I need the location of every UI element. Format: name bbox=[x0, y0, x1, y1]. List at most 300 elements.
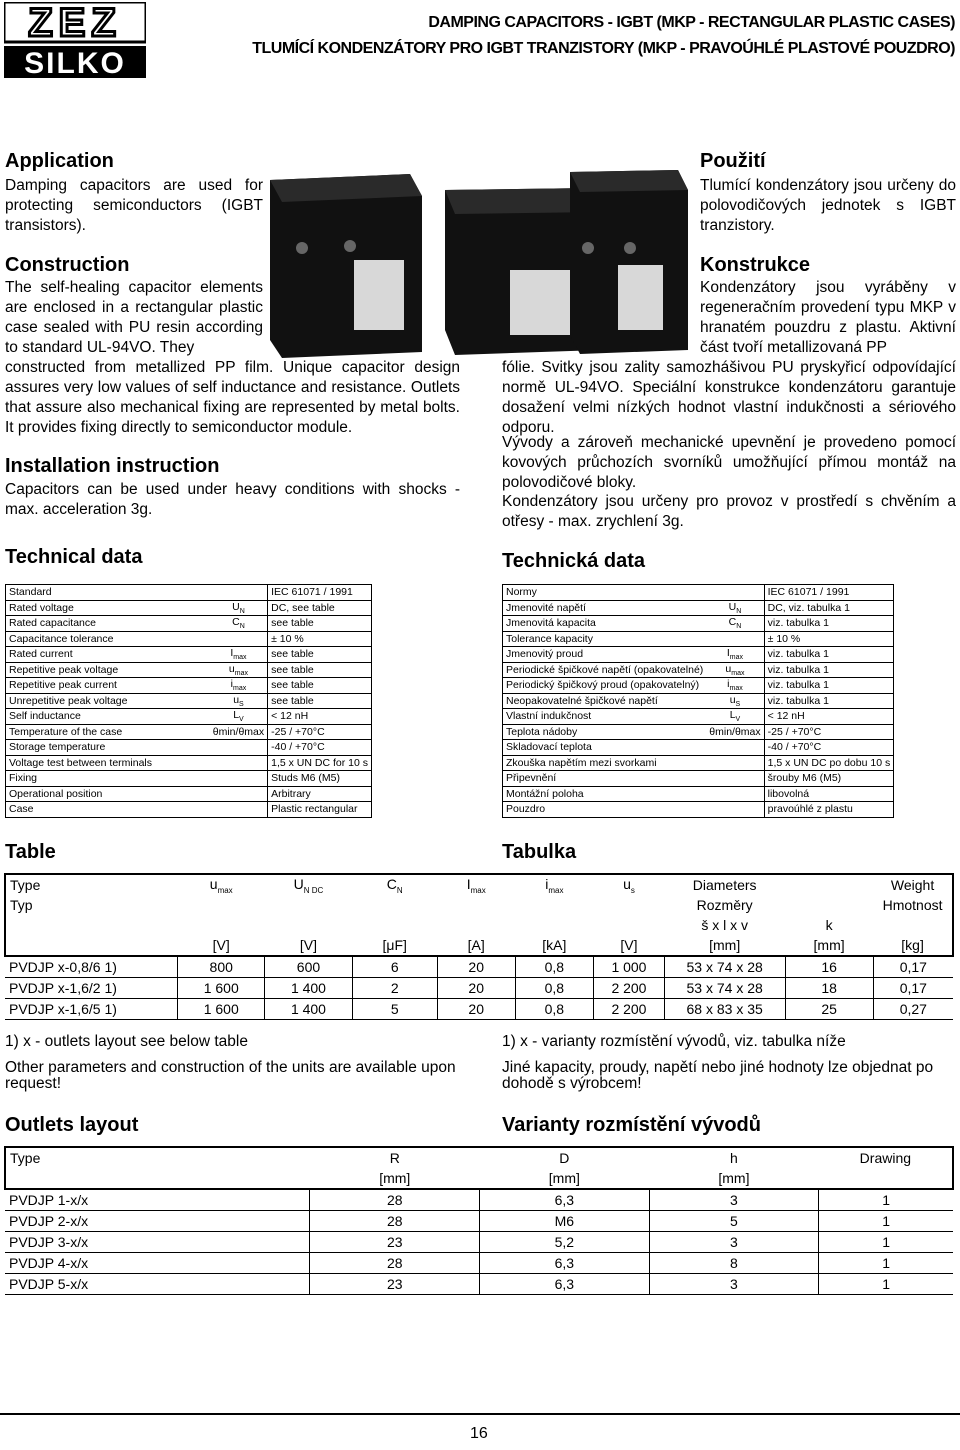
unit-cell: [kA] bbox=[515, 935, 594, 956]
outlets-units-row bbox=[5, 1168, 953, 1189]
main-header-cell bbox=[5, 915, 178, 935]
tech-param-name: Rated voltage bbox=[6, 600, 210, 616]
tech-param-value: ± 10 % bbox=[268, 631, 372, 647]
tech-param-symbol bbox=[210, 709, 268, 725]
title-en: DAMPING CAPACITORS - IGBT (MKP - RECTANGULAR PLASTIC CASES) bbox=[428, 14, 955, 31]
svg-text:SILKO: SILKO bbox=[24, 47, 126, 78]
tech-symbol-letter: L bbox=[233, 709, 240, 722]
outlets-header-cell: Type bbox=[5, 1147, 310, 1168]
main-header-cell bbox=[515, 874, 594, 895]
outlets-table-cell: 6,3 bbox=[480, 1189, 650, 1211]
main-table-cell: 1 000 bbox=[594, 956, 665, 978]
tech-param-name: Neopakovatelné špičkové napětí bbox=[503, 693, 707, 709]
header-label: I bbox=[466, 875, 471, 892]
tech-row bbox=[503, 585, 894, 601]
tech-row bbox=[503, 802, 894, 818]
unit-cell: [V] bbox=[594, 935, 665, 956]
tech-row bbox=[6, 631, 372, 647]
main-table-cell: 1 600 bbox=[178, 978, 265, 999]
tech-symbol-letter: θmin/θmax bbox=[212, 725, 265, 738]
main-table-cell: 800 bbox=[178, 956, 265, 978]
main-header-cell bbox=[437, 874, 515, 895]
tech-symbol-sub: N bbox=[736, 623, 742, 631]
application-heading-cz: Použití bbox=[700, 150, 766, 172]
main-table-cell: 6 bbox=[352, 956, 437, 978]
main-header-cell bbox=[594, 874, 665, 895]
svg-text:ZEZ: ZEZ bbox=[28, 2, 122, 45]
main-table-cell: 1 400 bbox=[265, 978, 352, 999]
tech-param-value: 1,5 x UN DC po dobu 10 s bbox=[764, 755, 894, 771]
outlets-unit-cell bbox=[819, 1168, 953, 1189]
main-table-row bbox=[5, 978, 953, 999]
tech-symbol-letter: i bbox=[230, 678, 233, 691]
tech-param-name: Tolerance kapacity bbox=[503, 631, 707, 647]
header-label: Type bbox=[10, 877, 41, 893]
outlets-table-cell: PVDJP 2-x/x bbox=[5, 1211, 310, 1232]
tech-param-name: Jmenovitý proud bbox=[503, 647, 707, 663]
tech-param-value: < 12 nH bbox=[764, 709, 894, 725]
outlets-unit-cell: [mm] bbox=[480, 1168, 650, 1189]
main-table-cell: 0,27 bbox=[873, 999, 953, 1020]
main-header-cell: Typ bbox=[5, 895, 178, 915]
tech-row bbox=[503, 647, 894, 663]
tech-param-name: Jmenovitá kapacita bbox=[503, 616, 707, 632]
tech-param-symbol bbox=[706, 631, 764, 647]
tech-param-value: Plastic rectangular bbox=[268, 802, 372, 818]
tech-param-value: viz. tabulka 1 bbox=[764, 662, 894, 678]
tech-param-value: DC, see table bbox=[268, 600, 372, 616]
main-table-cell: 18 bbox=[785, 978, 873, 999]
tech-param-name: Rated current bbox=[6, 647, 210, 663]
tech-param-name: Zkouška napětím mezi svorkami bbox=[503, 755, 707, 771]
tech-row bbox=[503, 740, 894, 756]
tech-param-symbol bbox=[210, 802, 268, 818]
tech-param-symbol bbox=[210, 724, 268, 740]
tech-param-name: Rated capacitance bbox=[6, 616, 210, 632]
zez-silko-logo bbox=[4, 2, 146, 78]
tech-param-symbol bbox=[210, 647, 268, 663]
tech-param-value: viz. tabulka 1 bbox=[764, 647, 894, 663]
tech-param-symbol bbox=[210, 616, 268, 632]
tech-param-symbol bbox=[706, 771, 764, 787]
tech-param-symbol bbox=[706, 755, 764, 771]
tech-param-symbol bbox=[706, 740, 764, 756]
main-header-cell bbox=[873, 874, 953, 895]
outlets-table-row bbox=[5, 1253, 953, 1274]
main-table-cell: PVDJP x-0,8/6 1) bbox=[5, 956, 178, 978]
tech-symbol-letter: U bbox=[232, 600, 240, 613]
tech-symbol-letter: C bbox=[232, 616, 240, 629]
tech-symbol-letter: i bbox=[727, 678, 730, 691]
construction-text-cz-4: Kondenzátory jsou určeny pro provoz v prostředí s chvěním a otřesy - max. zrychlení 3g. bbox=[502, 493, 956, 530]
tech-param-name: Standard bbox=[6, 585, 210, 601]
tech-row bbox=[6, 771, 372, 787]
tech-param-symbol bbox=[210, 693, 268, 709]
tech-param-name: Repetitive peak voltage bbox=[6, 662, 210, 678]
unit-cell: [kg] bbox=[873, 935, 953, 956]
tech-param-value: DC, viz. tabulka 1 bbox=[764, 600, 894, 616]
main-table-cell: 2 bbox=[352, 978, 437, 999]
technical-data-table-cz bbox=[502, 584, 894, 818]
tech-symbol-letter: I bbox=[726, 647, 730, 660]
tech-param-value: see table bbox=[268, 678, 372, 694]
tech-symbol-letter: U bbox=[728, 600, 737, 613]
outlets-table-row bbox=[5, 1274, 953, 1295]
main-header-cell bbox=[515, 895, 594, 915]
tech-param-symbol bbox=[210, 755, 268, 771]
tech-param-symbol bbox=[210, 740, 268, 756]
main-header-cell bbox=[265, 895, 352, 915]
tech-row bbox=[503, 693, 894, 709]
main-table-cell: 0,8 bbox=[515, 956, 594, 978]
tech-param-symbol bbox=[706, 802, 764, 818]
tech-row bbox=[503, 600, 894, 616]
tech-row bbox=[503, 771, 894, 787]
tech-symbol-sub: max bbox=[233, 685, 247, 693]
tech-symbol-letter: u bbox=[228, 662, 235, 675]
unit-cell: [μF] bbox=[352, 935, 437, 956]
tech-param-symbol bbox=[210, 631, 268, 647]
tech-symbol-letter: u bbox=[725, 662, 732, 675]
header-label: Weight bbox=[890, 877, 935, 893]
product-photo bbox=[270, 160, 690, 360]
tech-param-symbol bbox=[706, 662, 764, 678]
tech-param-name: Self inductance bbox=[6, 709, 210, 725]
tech-symbol-sub: max bbox=[729, 654, 744, 662]
tech-symbol-letter: u bbox=[729, 693, 736, 706]
tech-row bbox=[503, 709, 894, 725]
tech-param-value: IEC 61071 / 1991 bbox=[764, 585, 894, 601]
outlets-table-cell: 5 bbox=[649, 1211, 819, 1232]
installation-text-en: Capacitors can be used under heavy conditions with shocks - max. acceleration 3g. bbox=[5, 481, 460, 518]
tech-symbol-sub: N bbox=[736, 607, 742, 615]
tech-param-name: Repetitive peak current bbox=[6, 678, 210, 694]
technical-data-table-en bbox=[5, 584, 372, 818]
main-header-cell bbox=[5, 874, 178, 895]
tech-param-name: Periodický špičkový proud (opakovatelný) bbox=[503, 678, 707, 694]
main-table-cell: 53 x 74 x 28 bbox=[664, 978, 785, 999]
tech-row bbox=[6, 678, 372, 694]
header-sub: max bbox=[470, 885, 486, 895]
tech-param-symbol bbox=[210, 585, 268, 601]
tech-param-name: Připevnění bbox=[503, 771, 707, 787]
outlets-unit-cell: [mm] bbox=[310, 1168, 480, 1189]
tech-param-symbol bbox=[706, 786, 764, 802]
tech-param-name: Unrepetitive peak voltage bbox=[6, 693, 210, 709]
unit-cell: [V] bbox=[265, 935, 352, 956]
construction-text-cz-2: fólie. Svitky jsou zality samozhášivou PU pryskyřicí odpovídající normě UL-94VO. Speciální konstrukce kondenzátoru garantuje dosažení velmi nízkých hodnot vlastní indukčnosti a sériového odporu. bbox=[502, 359, 956, 436]
main-header-cell: Rozměry bbox=[696, 897, 753, 913]
tech-param-value: ± 10 % bbox=[764, 631, 894, 647]
main-header-cell bbox=[594, 895, 665, 915]
main-table-cell: 0,17 bbox=[873, 956, 953, 978]
tech-row bbox=[503, 662, 894, 678]
outlets-table-cell: 1 bbox=[819, 1253, 953, 1274]
unit-cell: [mm] bbox=[664, 935, 785, 956]
main-header-cell bbox=[352, 874, 437, 895]
main-header-cell bbox=[265, 874, 352, 895]
outlets-header-cell: h bbox=[649, 1147, 819, 1168]
tech-row bbox=[6, 802, 372, 818]
main-table-cell: PVDJP x-1,6/2 1) bbox=[5, 978, 178, 999]
tech-param-symbol bbox=[706, 693, 764, 709]
outlets-table-cell: 3 bbox=[649, 1232, 819, 1253]
tech-param-symbol bbox=[706, 585, 764, 601]
main-header-cell: š x l x v bbox=[701, 917, 748, 933]
tech-param-value: see table bbox=[268, 662, 372, 678]
note-other-en: Other parameters and construction of the units are available upon request! bbox=[5, 1059, 456, 1092]
outlets-table-cell: PVDJP 3-x/x bbox=[5, 1232, 310, 1253]
tech-row bbox=[6, 693, 372, 709]
note-other-cz: Jiné kapacity, proudy, napětí nebo jiné hodnoty lze objednat po dohodě s výrobcem! bbox=[502, 1059, 934, 1092]
header-label: C bbox=[386, 875, 397, 892]
main-header-cell bbox=[437, 895, 515, 915]
tech-param-name: Jmenovité napětí bbox=[503, 600, 707, 616]
outlets-header-cell: R bbox=[310, 1147, 480, 1168]
tech-symbol-letter: C bbox=[728, 616, 737, 629]
outlets-table-cell: M6 bbox=[480, 1211, 650, 1232]
main-table-cell: PVDJP x-1,6/5 1) bbox=[5, 999, 178, 1020]
main-table-cell: 20 bbox=[437, 956, 515, 978]
outlets-table-cell: 6,3 bbox=[480, 1253, 650, 1274]
tech-row bbox=[6, 600, 372, 616]
main-table-cell: 20 bbox=[437, 978, 515, 999]
header-label: u bbox=[209, 875, 218, 892]
main-table-cell: 2 200 bbox=[594, 999, 665, 1020]
main-header-cell bbox=[594, 915, 665, 935]
tech-param-name: Vlastní indukčnost bbox=[503, 709, 707, 725]
tech-symbol-letter: L bbox=[729, 709, 736, 722]
outlets-header-cell: D bbox=[480, 1147, 650, 1168]
outlets-unit-cell bbox=[5, 1168, 310, 1189]
main-header-cell: k bbox=[825, 917, 833, 933]
main-table-cell: 68 x 83 x 35 bbox=[664, 999, 785, 1020]
main-table-cell: 5 bbox=[352, 999, 437, 1020]
tech-symbol-letter: θmin/θmax bbox=[709, 725, 761, 738]
header-label: Diameters bbox=[692, 877, 757, 893]
tech-row bbox=[6, 662, 372, 678]
tech-row bbox=[6, 740, 372, 756]
tech-param-value: -25 / +70°C bbox=[268, 724, 372, 740]
outlets-table-cell: 1 bbox=[819, 1274, 953, 1295]
table-heading-cz: Tabulka bbox=[502, 841, 577, 863]
outlets-table-row bbox=[5, 1189, 953, 1211]
tech-row bbox=[503, 755, 894, 771]
tech-param-name: Temperature of the case bbox=[6, 724, 210, 740]
main-header-cell bbox=[352, 895, 437, 915]
tech-param-name: Capacitance tolerance bbox=[6, 631, 210, 647]
tech-param-name: Pouzdro bbox=[503, 802, 707, 818]
tech-symbol-sub: V bbox=[239, 716, 244, 724]
header-sub: max bbox=[548, 885, 564, 895]
outlets-table-cell: PVDJP 1-x/x bbox=[5, 1189, 310, 1211]
main-table-cell: 0,8 bbox=[515, 999, 594, 1020]
tech-symbol-sub: S bbox=[735, 700, 741, 708]
application-text-cz: Tlumící kondenzátory jsou určeny do polovodičových jednotek s IGBT tranzistory. bbox=[700, 177, 956, 234]
tech-symbol-sub: max bbox=[731, 669, 745, 677]
construction-text-en-2: constructed from metallized PP film. Unique capacitor design assures very low values of self inductance and resistance. Outlets that assure also mechanical fixing are represented by metal bolts. It provides fixing directly to semiconductor module. bbox=[5, 359, 460, 436]
main-header-cell bbox=[178, 895, 265, 915]
unit-cell: [A] bbox=[437, 935, 515, 956]
tech-param-value: pravoúhlé z plastu bbox=[764, 802, 894, 818]
tech-row bbox=[6, 786, 372, 802]
tech-param-value: see table bbox=[268, 647, 372, 663]
header-label: i bbox=[545, 875, 549, 892]
main-header-row-2 bbox=[5, 895, 953, 915]
outlets-layout-table bbox=[4, 1146, 954, 1295]
main-header-cell bbox=[664, 874, 785, 895]
main-table-cell: 16 bbox=[785, 956, 873, 978]
note-outlets-en: 1) x - outlets layout see below table bbox=[5, 1033, 248, 1050]
tech-row bbox=[6, 585, 372, 601]
tech-row bbox=[503, 631, 894, 647]
tech-param-name: Fixing bbox=[6, 771, 210, 787]
tech-param-name: Voltage test between terminals bbox=[6, 755, 210, 771]
main-table-cell: 25 bbox=[785, 999, 873, 1020]
main-table-cell: 20 bbox=[437, 999, 515, 1020]
main-table-cell: 0,17 bbox=[873, 978, 953, 999]
header-sub: N DC bbox=[303, 885, 324, 895]
main-table-row bbox=[5, 999, 953, 1020]
main-header-row bbox=[5, 874, 953, 895]
tech-param-name: Storage temperature bbox=[6, 740, 210, 756]
tech-symbol-sub: max bbox=[234, 669, 248, 677]
header-sub: s bbox=[630, 885, 635, 895]
tech-param-value: see table bbox=[268, 616, 372, 632]
tech-param-symbol bbox=[706, 600, 764, 616]
application-text-en: Damping capacitors are used for protecting semiconductors (IGBT transistors). bbox=[5, 177, 263, 234]
tech-param-symbol bbox=[210, 662, 268, 678]
tech-param-symbol bbox=[210, 600, 268, 616]
unit-cell: [V] bbox=[178, 935, 265, 956]
tech-row bbox=[503, 678, 894, 694]
tech-param-symbol bbox=[210, 678, 268, 694]
technical-heading-cz: Technická data bbox=[502, 550, 646, 572]
tech-param-name: Periodické špičkové napětí (opakovatelné) bbox=[503, 662, 707, 678]
tech-param-value: viz. tabulka 1 bbox=[764, 693, 894, 709]
main-header-cell bbox=[515, 915, 594, 935]
tech-param-value: IEC 61071 / 1991 bbox=[268, 585, 372, 601]
header-label: U bbox=[293, 875, 304, 892]
tech-row bbox=[503, 724, 894, 740]
tech-symbol-sub: max bbox=[233, 654, 247, 662]
construction-heading-cz: Konstrukce bbox=[700, 254, 811, 276]
main-units-row bbox=[5, 935, 953, 956]
main-table-cell: 2 200 bbox=[594, 978, 665, 999]
outlets-table-cell: 5,2 bbox=[480, 1232, 650, 1253]
tech-param-name: Normy bbox=[503, 585, 707, 601]
tech-symbol-letter: I bbox=[230, 647, 234, 660]
outlets-table-cell: 1 bbox=[819, 1189, 953, 1211]
tech-param-value: šrouby M6 (M5) bbox=[764, 771, 894, 787]
tech-row bbox=[6, 616, 372, 632]
construction-text-cz-3: Vývody a zároveň mechanické upevnění je provedeno pomocí kovových průchozích svorníků umožňující přímou montáž na polovodičové bloky. bbox=[502, 434, 956, 491]
outlets-table-cell: 3 bbox=[649, 1274, 819, 1295]
tech-param-name: Montážní poloha bbox=[503, 786, 707, 802]
outlets-table-cell: 23 bbox=[310, 1274, 480, 1295]
tech-param-symbol bbox=[210, 771, 268, 787]
page-number: 16 bbox=[470, 1425, 488, 1442]
outlets-heading-cz: Varianty rozmístění vývodů bbox=[502, 1114, 761, 1136]
outlets-table-cell: 6,3 bbox=[480, 1274, 650, 1295]
tech-param-symbol bbox=[706, 724, 764, 740]
main-header-cell bbox=[873, 915, 953, 935]
main-table-cell: 53 x 74 x 28 bbox=[664, 956, 785, 978]
tech-row bbox=[503, 616, 894, 632]
tech-param-name: Teplota nádoby bbox=[503, 724, 707, 740]
tech-row bbox=[6, 724, 372, 740]
tech-param-symbol bbox=[706, 678, 764, 694]
tech-symbol-sub: V bbox=[735, 716, 741, 724]
tech-param-value: viz. tabulka 1 bbox=[764, 678, 894, 694]
outlets-table-cell: 1 bbox=[819, 1232, 953, 1253]
unit-cell: [mm] bbox=[785, 935, 873, 956]
header-label: u bbox=[623, 875, 631, 892]
tech-symbol-sub: S bbox=[239, 700, 244, 708]
main-header-row-3 bbox=[5, 915, 953, 935]
tech-param-value: 1,5 x UN DC for 10 s bbox=[268, 755, 372, 771]
tech-param-name: Operational position bbox=[6, 786, 210, 802]
outlets-table-cell: 28 bbox=[310, 1211, 480, 1232]
tech-row bbox=[6, 647, 372, 663]
note-outlets-cz: 1) x - varianty rozmístění vývodů, viz. tabulka níže bbox=[502, 1033, 846, 1050]
tech-symbol-sub: max bbox=[729, 685, 743, 693]
outlets-table-cell: 3 bbox=[649, 1189, 819, 1211]
main-header-cell bbox=[437, 915, 515, 935]
main-header-cell bbox=[265, 915, 352, 935]
outlets-table-cell: 23 bbox=[310, 1232, 480, 1253]
outlets-header-cell: Drawing bbox=[819, 1147, 953, 1168]
tech-row bbox=[6, 755, 372, 771]
title-cz: TLUMÍCÍ KONDENZÁTORY PRO IGBT TRANZISTORY (MKP - PRAVOÚHLÉ PLASTOVÉ POUZDRO) bbox=[252, 40, 955, 57]
outlets-table-cell: 28 bbox=[310, 1253, 480, 1274]
main-table-cell: 0,8 bbox=[515, 978, 594, 999]
tech-row bbox=[6, 709, 372, 725]
tech-param-name: Case bbox=[6, 802, 210, 818]
tech-param-symbol bbox=[706, 616, 764, 632]
tech-param-symbol bbox=[706, 647, 764, 663]
outlets-header-row bbox=[5, 1147, 953, 1168]
main-header-cell bbox=[178, 915, 265, 935]
installation-heading-en: Installation instruction bbox=[5, 455, 220, 477]
tech-param-value: Studs M6 (M5) bbox=[268, 771, 372, 787]
outlets-table-cell: 28 bbox=[310, 1189, 480, 1211]
tech-param-symbol bbox=[210, 786, 268, 802]
tech-param-value: -25 / +70°C bbox=[764, 724, 894, 740]
main-header-cell bbox=[178, 874, 265, 895]
table-heading-en: Table bbox=[5, 841, 56, 863]
capacitor-types-table bbox=[4, 873, 954, 1020]
tech-param-symbol bbox=[706, 709, 764, 725]
construction-text-en-1: The self-healing capacitor elements are enclosed in a rectangular plastic case sealed with PU resin according to standard UL-94VO. They bbox=[5, 279, 263, 356]
outlets-table-cell: PVDJP 5-x/x bbox=[5, 1274, 310, 1295]
tech-row bbox=[503, 786, 894, 802]
main-header-cell bbox=[785, 895, 873, 915]
outlets-table-cell: 8 bbox=[649, 1253, 819, 1274]
tech-param-value: libovolná bbox=[764, 786, 894, 802]
main-table-cell: 1 600 bbox=[178, 999, 265, 1020]
tech-param-value: Arbitrary bbox=[268, 786, 372, 802]
outlets-table-cell: PVDJP 4-x/x bbox=[5, 1253, 310, 1274]
technical-heading-en: Technical data bbox=[5, 546, 143, 568]
construction-heading-en: Construction bbox=[5, 254, 130, 276]
tech-param-value: viz. tabulka 1 bbox=[764, 616, 894, 632]
outlets-table-cell: 1 bbox=[819, 1211, 953, 1232]
tech-param-value: < 12 nH bbox=[268, 709, 372, 725]
tech-param-value: see table bbox=[268, 693, 372, 709]
main-header-cell: Hmotnost bbox=[873, 895, 953, 915]
header-sub: max bbox=[217, 885, 233, 895]
